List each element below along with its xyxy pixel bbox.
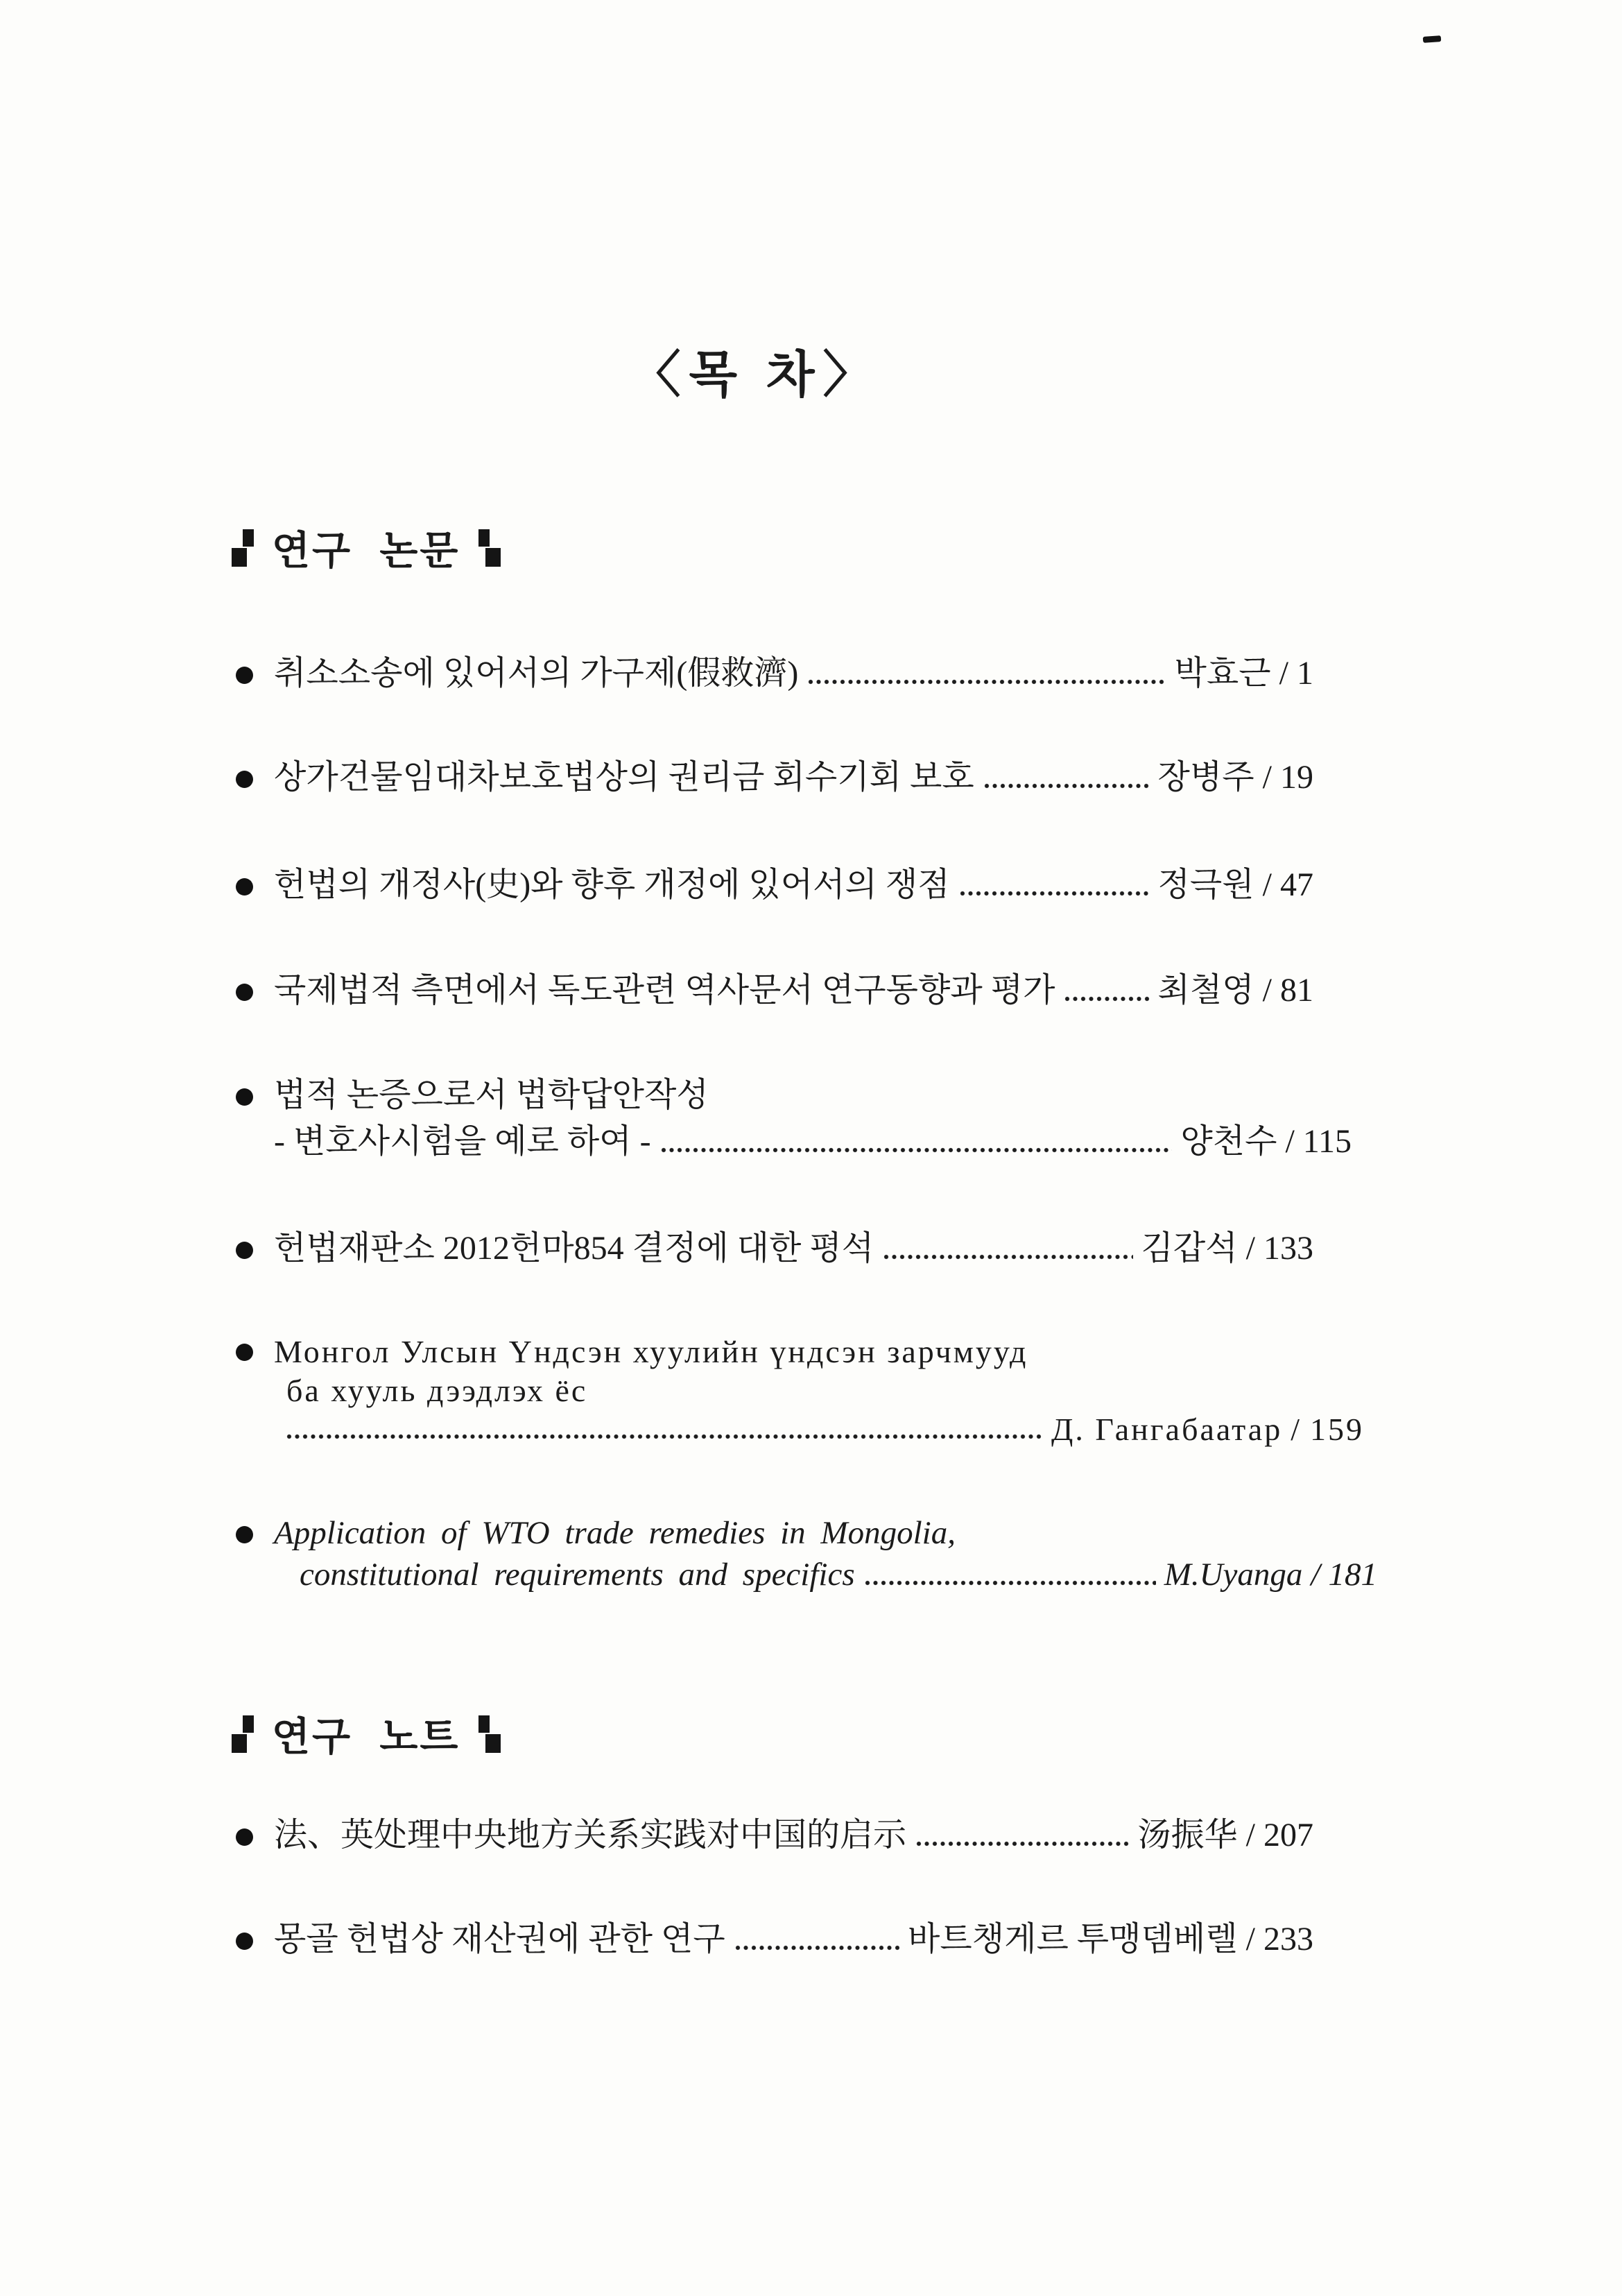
entry-title: 국제법적 측면에서 독도관련 역사문서 연구동향과 평가	[274, 972, 1055, 1009]
section-bracket-left-icon	[232, 526, 254, 569]
toc-entry-continuation	[236, 1411, 1364, 1448]
toc-entry	[236, 758, 1313, 797]
toc-entry	[236, 1816, 1313, 1855]
divider-slash: /	[1285, 1123, 1295, 1160]
entry-page: 207	[1263, 1817, 1313, 1853]
entry-author: Д. Гангабаатар	[1051, 1412, 1283, 1447]
toc-entry	[236, 971, 1313, 1010]
page-title: 〈목 차〉	[630, 348, 881, 403]
bullet-icon	[236, 1344, 253, 1361]
entry-subtitle: - 변호사시험을 예로 하여 -	[274, 1123, 651, 1160]
divider-slash: /	[1245, 1230, 1255, 1267]
entry-subtitle: constitutional requirements and specifics	[300, 1557, 855, 1593]
toc-entry-continuation	[236, 1122, 1352, 1161]
divider-slash: /	[1262, 759, 1272, 796]
entry-title: 상가건물임대차보호법상의 권리금 회수기회 보호	[274, 759, 974, 796]
section-header-research-notes	[232, 1705, 501, 1762]
divider-slash: /	[1311, 1557, 1320, 1593]
section-label: 연구 노트	[272, 1715, 460, 1759]
entry-author: M.Uyanga	[1164, 1557, 1303, 1593]
divider-slash: /	[1262, 972, 1272, 1009]
entry-title: Application of WTO trade remedies in Mongolia,	[274, 1515, 956, 1551]
dot-leader	[286, 1433, 1043, 1440]
entry-subtitle: ба хууль дээдлэх ёс	[286, 1373, 588, 1408]
dot-leader	[865, 1579, 1156, 1586]
entry-page: 1	[1297, 655, 1313, 692]
entry-title: 몽골 헌법상 재산권에 관한 연구	[274, 1921, 725, 1957]
dot-leader	[735, 1944, 899, 1951]
toc-entry	[236, 1076, 1313, 1115]
section-bracket-right-icon	[478, 1712, 501, 1755]
entry-author: 박효근	[1174, 655, 1271, 692]
bullet-icon	[236, 878, 253, 896]
bullet-icon	[236, 1828, 253, 1846]
entry-page: 233	[1263, 1921, 1313, 1957]
bullet-icon	[236, 771, 253, 788]
divider-slash: /	[1279, 655, 1288, 692]
entry-author: 최철영	[1157, 972, 1254, 1009]
bullet-icon	[236, 667, 253, 684]
divider-slash: /	[1262, 866, 1272, 903]
entry-author: 김갑석	[1141, 1230, 1238, 1267]
dot-leader	[883, 1253, 1132, 1260]
dot-leader	[984, 782, 1150, 789]
corner-dash-mark	[1423, 35, 1442, 43]
bullet-icon	[236, 1526, 253, 1543]
entry-page: 133	[1263, 1230, 1313, 1267]
bullet-icon	[236, 1242, 253, 1259]
dot-leader	[960, 890, 1150, 897]
dot-leader	[1064, 995, 1149, 1002]
entry-author: 장병주	[1157, 759, 1254, 796]
section-bracket-right-icon	[478, 526, 501, 569]
toc-entry	[236, 866, 1313, 905]
toc-entry	[236, 654, 1313, 693]
divider-slash: /	[1291, 1412, 1302, 1447]
bullet-icon	[236, 984, 253, 1001]
bullet-icon	[236, 1933, 253, 1950]
toc-entry-continuation	[236, 1556, 1377, 1594]
toc-entry	[236, 1514, 1313, 1552]
entry-page: 115	[1302, 1123, 1352, 1160]
dot-leader	[661, 1147, 1173, 1154]
entry-author: 양천수	[1180, 1123, 1277, 1160]
toc-entry	[236, 1229, 1313, 1268]
entry-page: 159	[1310, 1412, 1364, 1447]
divider-slash: /	[1245, 1921, 1255, 1957]
entry-title: 취소소송에 있어서의 가구제(假救濟)	[274, 655, 799, 692]
entry-author: 汤振华	[1137, 1817, 1238, 1853]
entry-page: 181	[1328, 1557, 1377, 1593]
bullet-icon	[236, 1088, 253, 1106]
entry-page: 47	[1280, 866, 1313, 903]
entry-author: 바트챙게르 투맹뎀베렐	[907, 1921, 1238, 1957]
divider-slash: /	[1245, 1817, 1255, 1853]
section-header-research-papers	[232, 519, 501, 576]
dot-leader	[808, 678, 1166, 685]
entry-title: 法、英处理中央地方关系实践对中国的启示	[274, 1817, 907, 1853]
entry-page: 19	[1280, 759, 1313, 796]
entry-title: 헌법의 개정사(史)와 향후 개정에 있어서의 쟁점	[274, 866, 950, 903]
toc-entry	[236, 1920, 1313, 1959]
toc-entry-continuation	[236, 1372, 1364, 1409]
toc-entry	[236, 1333, 1313, 1370]
section-bracket-left-icon	[232, 1712, 254, 1755]
section-label: 연구 논문	[272, 529, 460, 573]
entry-title: 법적 논증으로서 법학답안작성	[274, 1077, 709, 1113]
entry-title: Монгол Улсын Үндсэн хуулийн үндсэн зарчмууд	[274, 1334, 1028, 1369]
entry-title: 헌법재판소 2012헌마854 결정에 대한 평석	[274, 1230, 874, 1267]
entry-author: 정극원	[1157, 866, 1254, 903]
entry-page: 81	[1280, 972, 1313, 1009]
dot-leader	[916, 1840, 1130, 1847]
